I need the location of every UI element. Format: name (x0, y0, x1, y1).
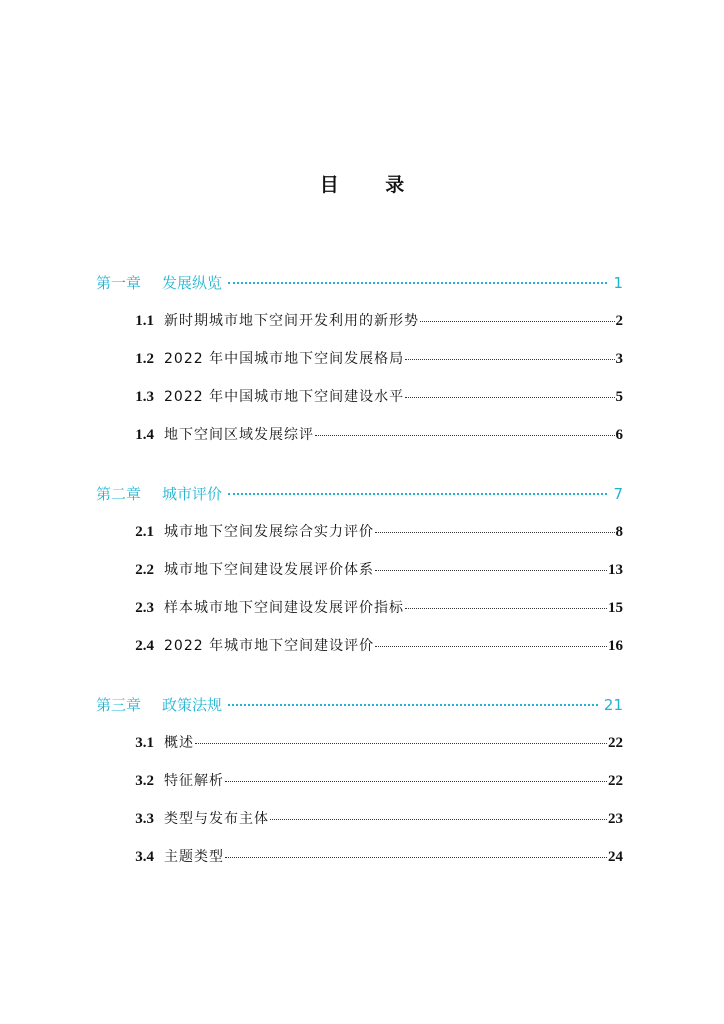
section-page-number: 3 (615, 351, 623, 367)
chapter-block-3 (96, 694, 623, 878)
toc-entry[interactable] (96, 380, 623, 418)
toc-entry[interactable] (96, 629, 623, 667)
chapter-number: 第二章 (96, 485, 142, 503)
section-title: 特征解析 (164, 773, 224, 789)
chapter-block-2 (96, 483, 623, 667)
dot-leader (225, 781, 607, 782)
dot-leader (195, 743, 607, 744)
section-number: 1.2 (135, 351, 154, 367)
dot-leader (228, 704, 598, 706)
chapter-block-1 (96, 272, 623, 456)
section-number: 2.4 (135, 638, 154, 654)
section-number: 2.2 (135, 562, 154, 578)
dot-leader (228, 493, 607, 495)
toc-entry[interactable] (96, 591, 623, 629)
toc-entry[interactable] (96, 726, 623, 764)
section-page-number: 5 (615, 389, 623, 405)
section-title: 新时期城市地下空间开发利用的新形势 (164, 313, 419, 329)
chapter-title: 发展纵览 (162, 274, 223, 292)
section-title: 地下空间区域发展综评 (164, 427, 314, 443)
toc-entry[interactable] (96, 418, 623, 456)
chapter-number: 第一章 (96, 274, 142, 292)
dot-leader (375, 532, 615, 533)
section-page-number: 16 (608, 638, 623, 654)
section-number: 1.3 (135, 389, 154, 405)
toc-entry[interactable] (96, 553, 623, 591)
section-title: 概述 (164, 735, 194, 751)
section-page-number: 22 (608, 773, 623, 789)
toc-chapter-3[interactable] (96, 694, 623, 726)
section-title: 城市地下空间发展综合实力评价 (164, 524, 374, 540)
section-title: 主题类型 (164, 849, 224, 865)
chapter-page-number: 1 (613, 274, 623, 292)
section-number: 3.4 (135, 849, 154, 865)
section-title: 2022 年中国城市地下空间发展格局 (164, 351, 405, 367)
toc-chapter-1[interactable] (96, 272, 623, 304)
section-page-number: 22 (608, 735, 623, 751)
dot-leader (225, 857, 607, 858)
section-number: 2.3 (135, 600, 154, 616)
section-number: 1.4 (135, 427, 154, 443)
dot-leader (405, 608, 607, 609)
chapter-page-number: 7 (613, 485, 623, 503)
section-number: 3.2 (135, 773, 154, 789)
section-page-number: 13 (608, 562, 623, 578)
section-page-number: 23 (608, 811, 623, 827)
section-title: 样本城市地下空间建设发展评价指标 (164, 600, 404, 616)
section-number: 3.1 (135, 735, 154, 751)
toc-entry[interactable] (96, 515, 623, 553)
section-number: 3.3 (135, 811, 154, 827)
dot-leader (315, 435, 615, 436)
section-title: 2022 年城市地下空间建设评价 (164, 638, 375, 654)
section-title: 类型与发布主体 (164, 811, 269, 827)
toc-entry[interactable] (96, 304, 623, 342)
dot-leader (420, 321, 615, 322)
section-page-number: 6 (615, 427, 623, 443)
dot-leader (228, 282, 607, 284)
section-page-number: 8 (615, 524, 623, 540)
dot-leader (405, 397, 614, 398)
section-number: 1.1 (135, 313, 154, 329)
toc-entry[interactable] (96, 840, 623, 878)
section-title: 2022 年中国城市地下空间建设水平 (164, 389, 405, 405)
section-page-number: 24 (608, 849, 623, 865)
dot-leader (270, 819, 607, 820)
page-title: 目 录 (319, 174, 425, 196)
toc-chapter-2[interactable] (96, 483, 623, 515)
chapter-title: 政策法规 (162, 696, 223, 714)
section-number: 2.1 (135, 524, 154, 540)
section-page-number: 2 (615, 313, 623, 329)
toc-entry[interactable] (96, 764, 623, 802)
dot-leader (375, 646, 607, 647)
chapter-page-number: 21 (603, 696, 623, 714)
toc-entry[interactable] (96, 342, 623, 380)
table-of-contents (96, 272, 623, 905)
chapter-number: 第三章 (96, 696, 142, 714)
section-title: 城市地下空间建设发展评价体系 (164, 562, 374, 578)
dot-leader (405, 359, 614, 360)
toc-entry[interactable] (96, 802, 623, 840)
chapter-title: 城市评价 (162, 485, 223, 503)
dot-leader (375, 570, 607, 571)
section-page-number: 15 (608, 600, 623, 616)
